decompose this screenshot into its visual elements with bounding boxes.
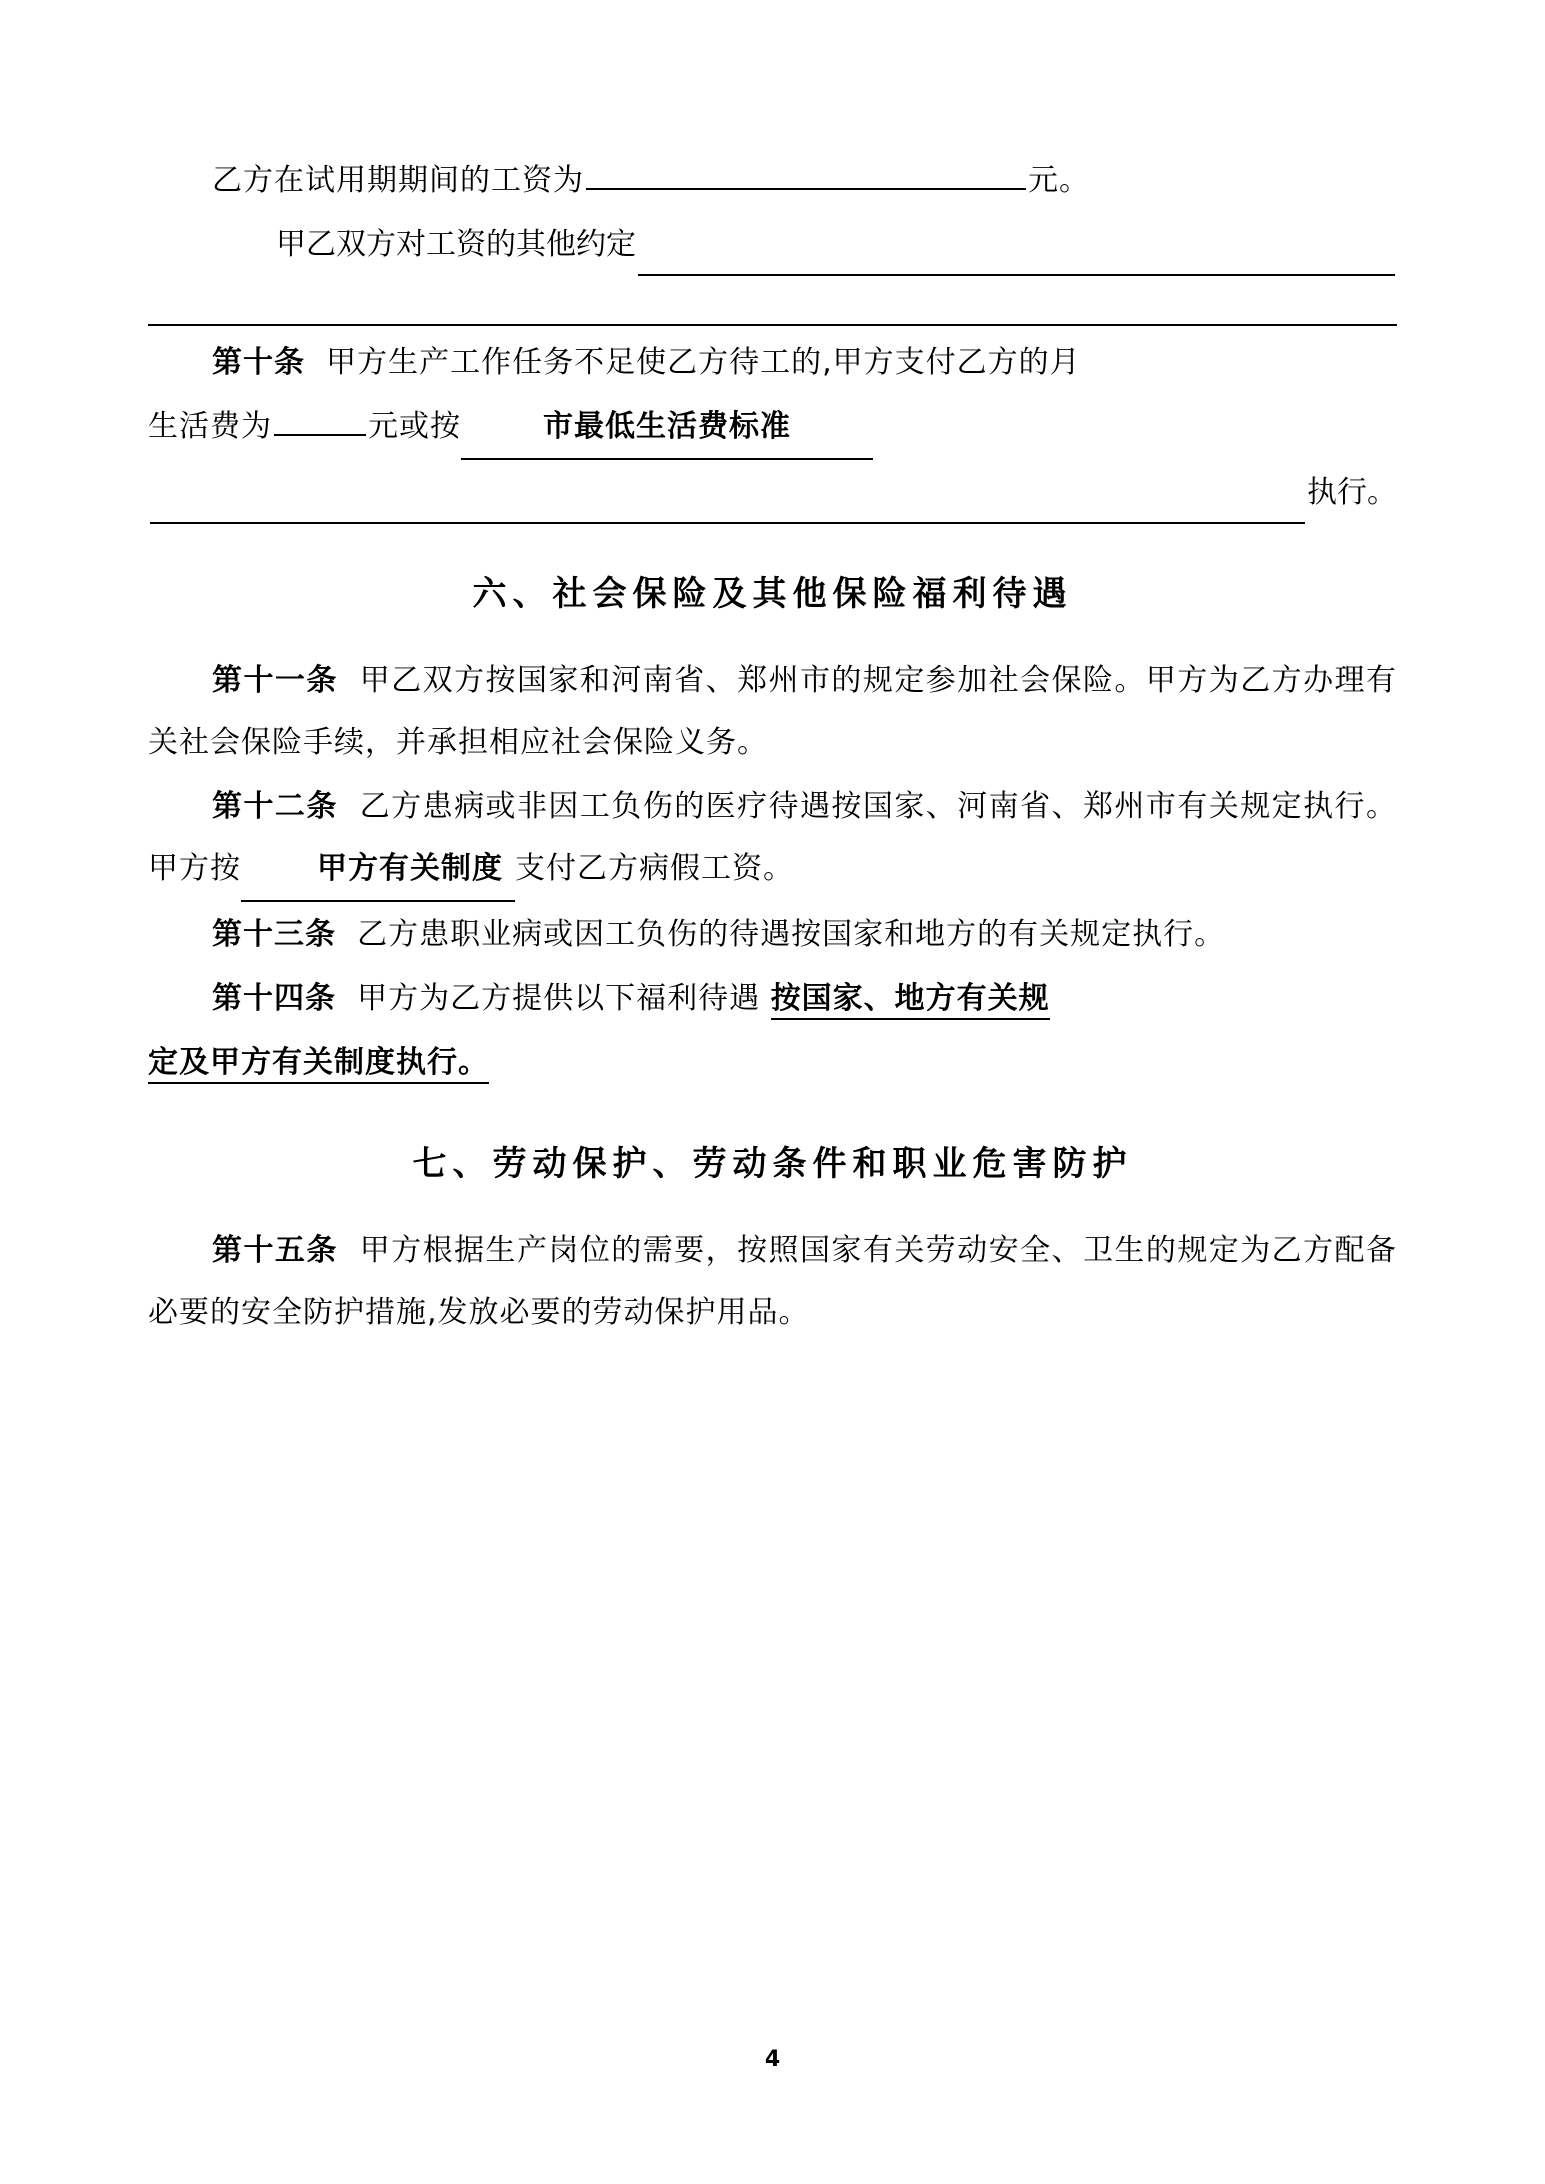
paragraph-article-12 — [148, 776, 1397, 902]
section-heading-six: 六、社会保险及其他保险福利待遇 — [472, 574, 1073, 614]
paragraph-article-10-line1 — [148, 332, 1397, 394]
section-heading-seven: 七、劳动保护、劳动条件和职业危害防护 — [412, 1144, 1133, 1184]
article-10-label: 第十条 — [212, 345, 305, 380]
paragraph-wage-other — [148, 214, 1397, 276]
article-10-blank-line[interactable] — [150, 484, 1305, 524]
article-12-text-2: 支付乙方病假工资。 — [515, 851, 794, 886]
article-12-label: 第十二条 — [212, 789, 338, 824]
paragraph-article-13 — [148, 904, 1397, 966]
wage-other-blank[interactable] — [638, 236, 1395, 276]
article-11-text: 甲乙双方按国家和河南省、郑州市的规定参加社会保险。甲方为乙方办理有关社会保险手续，并承担相应社会保险义务。 — [148, 663, 1397, 760]
page-number: 4 — [764, 2047, 781, 2072]
paragraph-article-15 — [148, 1220, 1397, 1344]
article-10-amount-blank[interactable] — [274, 400, 366, 436]
article-13-text: 乙方患职业病或因工负伤的待遇按国家和地方的有关规定执行。 — [357, 917, 1226, 952]
article-10-standard-value[interactable]: 市最低生活费标准 — [461, 396, 873, 460]
paragraph-probation-wage — [148, 150, 1397, 212]
probation-wage-text-after: 元。 — [1028, 163, 1090, 198]
probation-wage-blank[interactable] — [586, 154, 1026, 190]
wage-other-text: 甲乙双方对工资的其他约定 — [276, 227, 636, 262]
paragraph-article-10-line2 — [148, 396, 1397, 460]
paragraph-article-10-line3 — [148, 462, 1397, 524]
article-10-text-3: 元或按 — [368, 409, 461, 444]
paragraph-article-14-cont — [148, 1032, 1397, 1094]
article-14-filled-value-2[interactable]: 定及甲方有关制度执行。 — [148, 1045, 489, 1084]
article-11-label: 第十一条 — [212, 663, 338, 698]
article-10-text-1: 甲方生产工作任务不足使乙方待工的,甲方支付乙方的月 — [326, 345, 1081, 380]
article-14-label: 第十四条 — [212, 981, 336, 1016]
paragraph-article-14 — [148, 968, 1397, 1030]
article-14-text-1: 甲方为乙方提供以下福利待遇 — [357, 981, 761, 1016]
paragraph-article-11 — [148, 650, 1397, 774]
article-10-text-4: 执行。 — [1307, 475, 1397, 510]
article-15-text: 甲方根据生产岗位的需要，按照国家有关劳动安全、卫生的规定为乙方配备必要的安全防护措施,发放必要的劳动保护用品。 — [148, 1233, 1397, 1330]
article-15-label: 第十五条 — [212, 1233, 338, 1268]
article-14-filled-value-1[interactable]: 按国家、地方有关规 — [771, 981, 1050, 1020]
article-10-text-2: 生活费为 — [148, 409, 272, 444]
wage-other-blank-line-2[interactable] — [148, 278, 1397, 326]
article-12-filled-value[interactable]: 甲方有关制度 — [241, 838, 515, 902]
article-12-text-1: 乙方患病或非因工负伤的医疗待遇按国家、河南省、郑州市有关规定执行。甲方按 — [148, 789, 1397, 886]
article-13-label: 第十三条 — [212, 917, 336, 952]
probation-wage-text-before: 乙方在试用期期间的工资为 — [212, 163, 584, 198]
